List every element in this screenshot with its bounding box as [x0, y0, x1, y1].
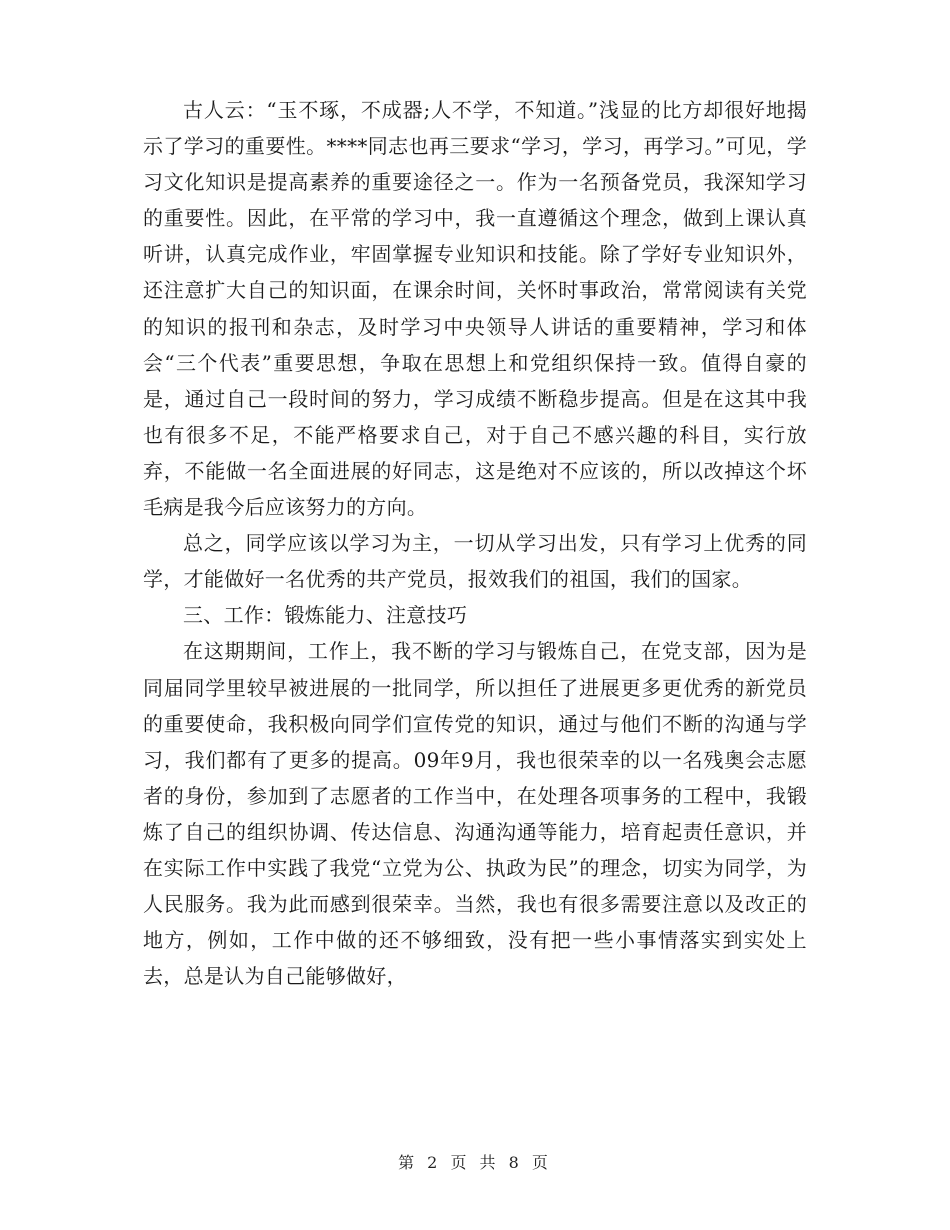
- paragraph-study: 古人云：“玉不琢，不成器;人不学，不知道。”浅显的比方却很好地揭示了学习的重要性。****同志也再三要求“学习，学习，再学习。”可见，学习文化知识是提高素养的重要途径之一。作为一名预备党员，我深知学习的重要性。因此，在平常的学习中，我一直遵循这个理念，做到上课认真听讲，认真完成作业，牢固掌握专业知识和技能。除了学好专业知识外，还注意扩大自己的知识面，在课余时间，关怀时事政治，常常阅读有关党的知识的报刊和杂志，及时学习中央领导人讲话的重要精神，学习和体会“三个代表”重要思想，争取在思想上和党组织保持一致。值得自豪的是，通过自己一段时间的努力，学习成绩不断稳步提高。但是在这其中我也有很多不足，不能严格要求自己，对于自己不感兴趣的科目，实行放弃，不能做一名全面进展的好同志，这是绝对不应该的，所以改掉这个坏毛病是我今后应该努力的方向。: [143, 98, 807, 520]
- page-footer: 第 2 页 共 8 页: [398, 1153, 552, 1172]
- paragraph-summary: 总之，同学应该以学习为主，一切从学习出发，只有学习上优秀的同学，才能做好一名优秀的共产党员，报效我们的祖国，我们的国家。: [143, 531, 807, 592]
- paragraph-work: 在这期期间，工作上，我不断的学习与锻炼自己，在党支部，因为是同届同学里较早被进展的一批同学，所以担任了进展更多更优秀的新党员的重要使命，我积极向同学们宣传党的知识，通过与他们不断的沟通与学习，我们都有了更多的提高。09年9月，我也很荣幸的以一名残奥会志愿者的身份，参加到了志愿者的工作当中，在处理各项事务的工程中，我锻炼了自己的组织协调、传达信息、沟通沟通等能力，培育起责任意识，并在实际工作中实践了我党“立党为公、执政为民”的理念，切实为同学，为人民服务。我为此而感到很荣幸。当然，我也有很多需要注意以及改正的地方，例如，工作中做的还不够细致，没有把一些小事情落实到实处上去，总是认为自己能够做好，: [143, 639, 807, 989]
- section-heading-work: 三、工作：锻炼能力、注意技巧: [183, 603, 468, 628]
- document-body: [143, 92, 807, 994]
